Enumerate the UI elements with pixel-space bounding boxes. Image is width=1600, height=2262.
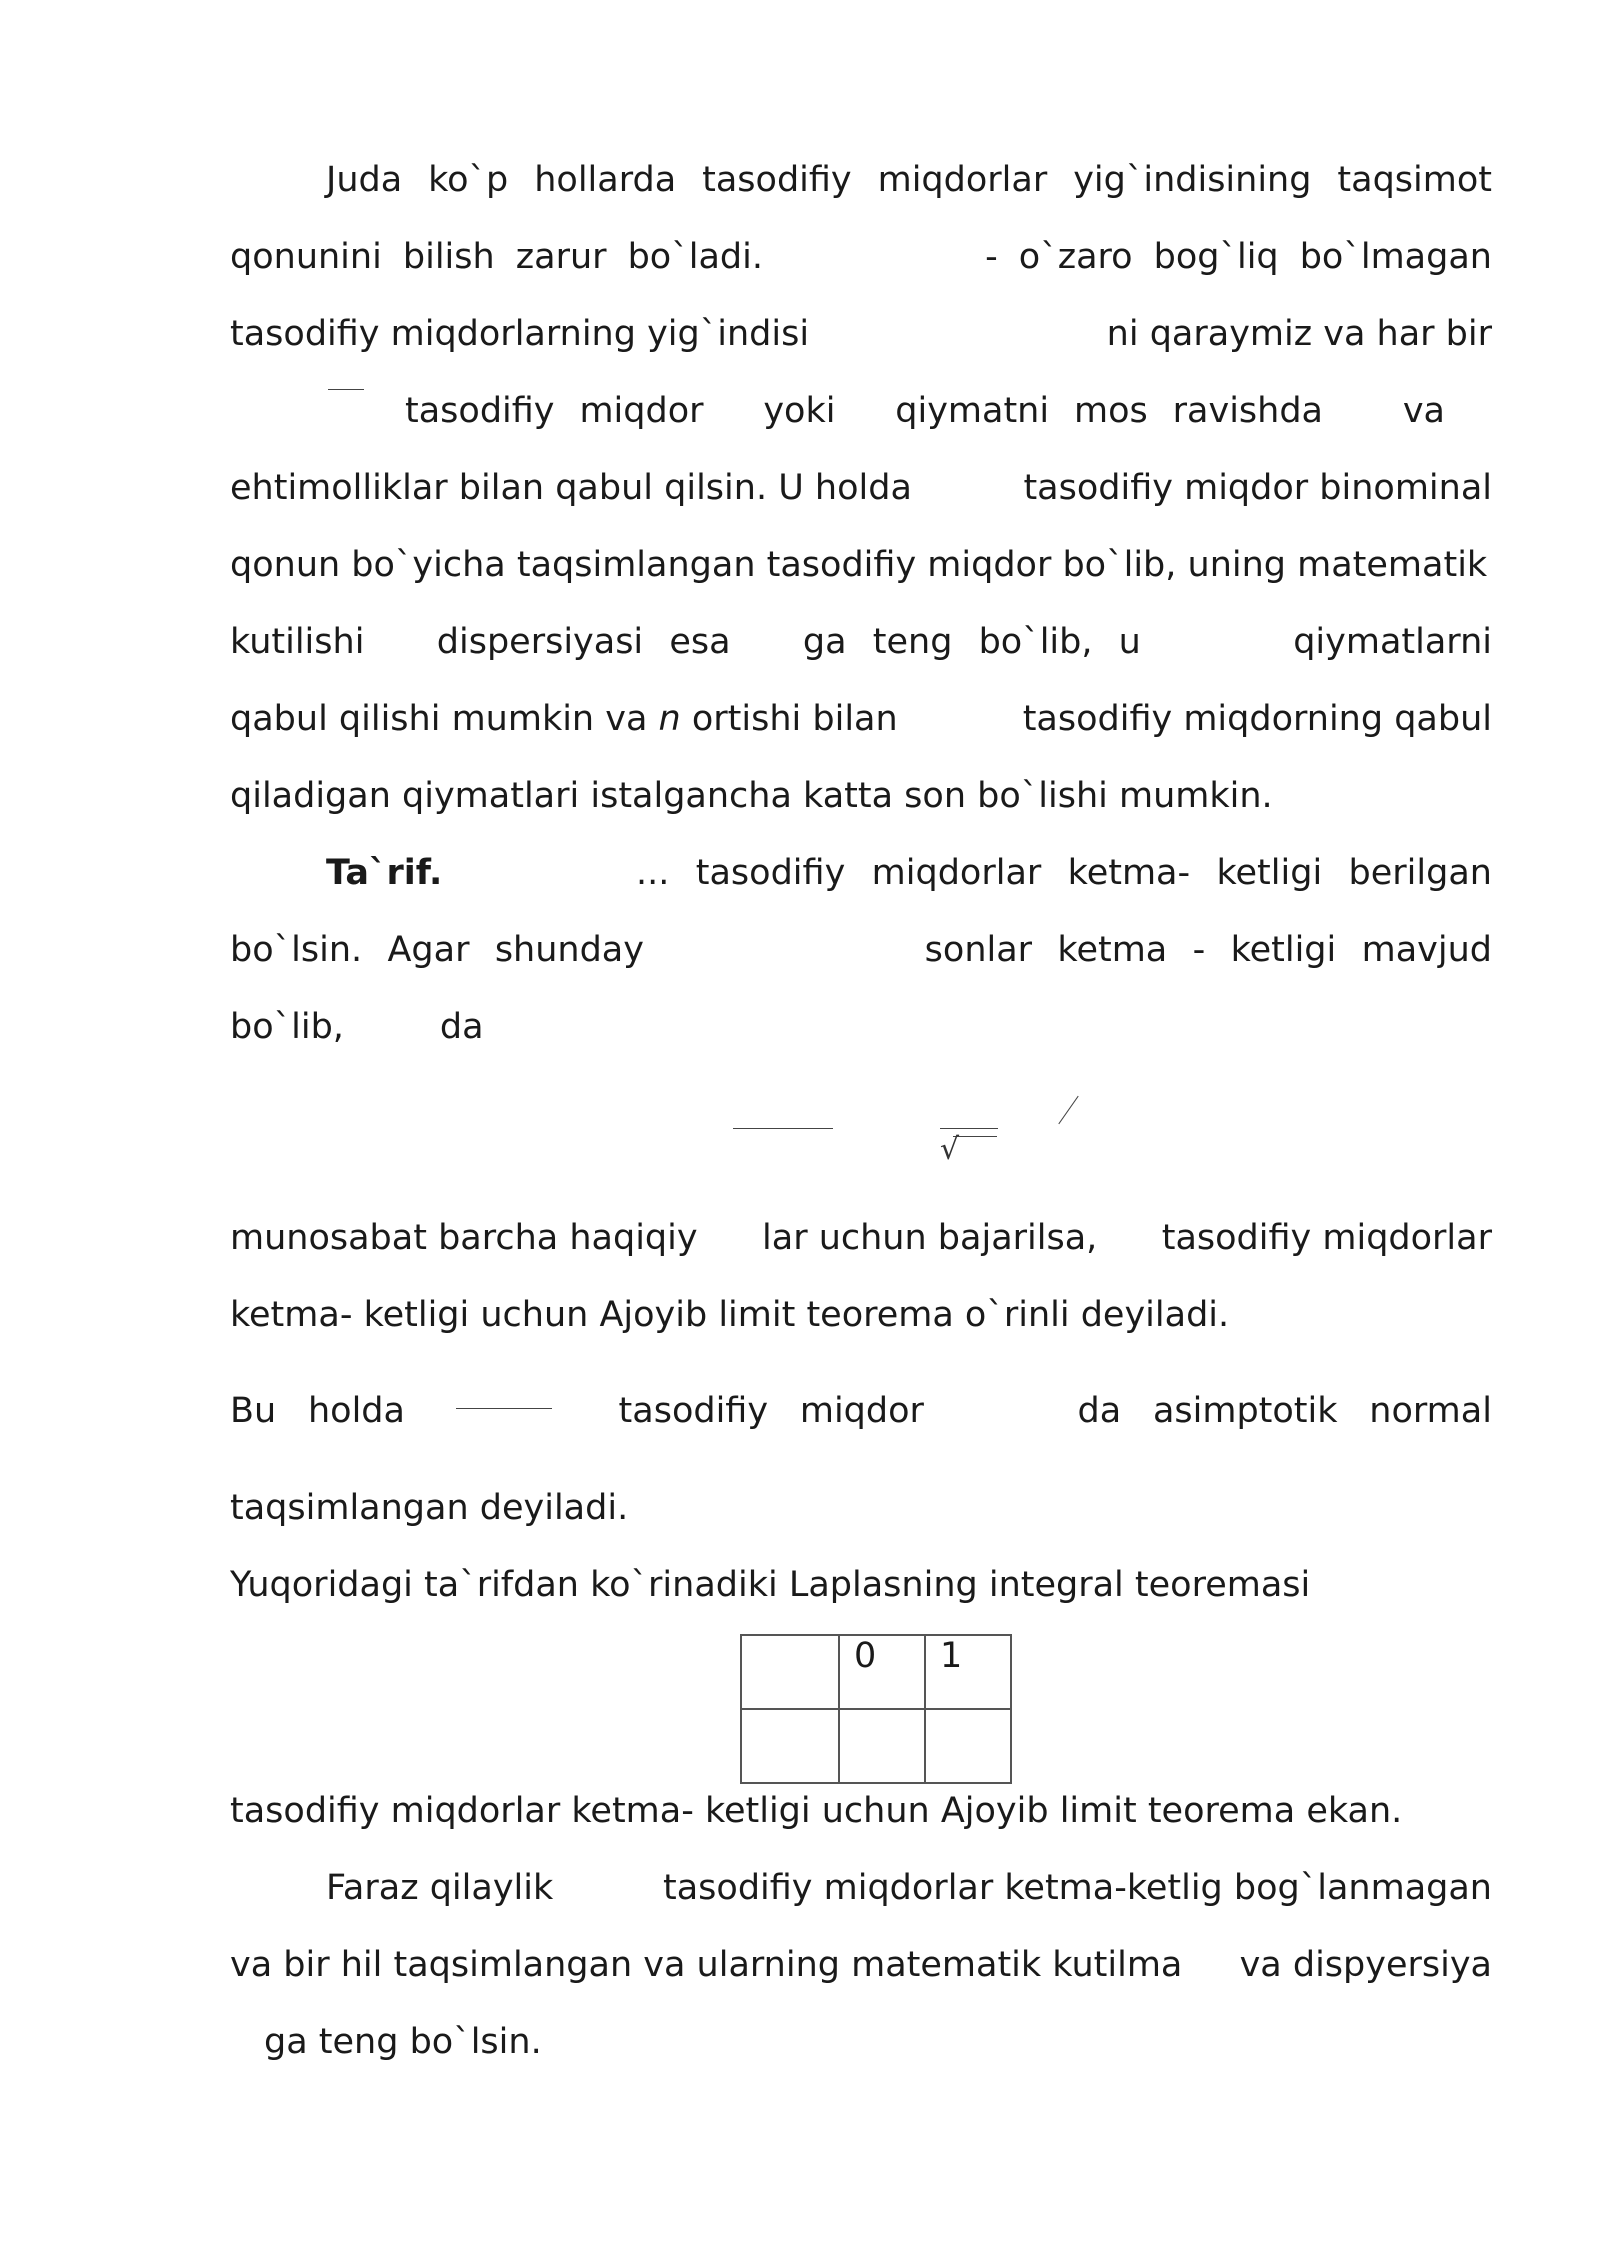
p1-line-8: qabul qilishi mumkin va n ortishi bilan tasodifiy miqdorning qabul bbox=[230, 699, 1492, 739]
sqrt-icon: √ bbox=[940, 1132, 960, 1167]
table-row bbox=[741, 1709, 1011, 1783]
p1-line-9: qiladigan qiymatlari istalgancha katta son bo`lishi mumkin. bbox=[230, 776, 1273, 816]
p3-line-1: tasodifiy miqdorlar ketma- ketligi uchun Ajoyib limit teorema ekan. bbox=[230, 1791, 1403, 1831]
table-cell bbox=[925, 1709, 1011, 1783]
def-line-5: ketma- ketligi uchun Ajoyib limit teorema o`rinli deyiladi. bbox=[230, 1295, 1230, 1335]
table-cell bbox=[741, 1635, 839, 1709]
def-line-3: bo`lib, da bbox=[230, 1007, 484, 1047]
sqrt-bar bbox=[953, 1136, 997, 1137]
p2-line-1: Bu holda tasodifiy miqdor da asimptotik normal bbox=[230, 1391, 1492, 1431]
p1-line-7: kutilishi dispersiyasi esa ga teng bo`lib, u qiymatlarni bbox=[230, 622, 1492, 662]
p3-line-3: va bir hil taqsimlangan va ularning matematik kutilma va dispyersiya bbox=[230, 1945, 1492, 1985]
fraction-bar-2 bbox=[940, 1128, 998, 1129]
p1-line-5: ehtimolliklar bilan qabul qilsin. U holda tasodifiy miqdor binominal bbox=[230, 468, 1492, 508]
def-line-4: munosabat barcha haqiqiy lar uchun bajarilsa, tasodifiy miqdorlar bbox=[230, 1218, 1492, 1258]
p1-line-4: tasodifiy miqdor yoki qiymatni mos ravishda va bbox=[405, 391, 1445, 431]
def-line-2: bo`lsin. Agar shunday sonlar ketma - ketligi mavjud bbox=[230, 930, 1492, 970]
p1-line-1: Juda ko`p hollarda tasodifiy miqdorlar yig`indisining taqsimot bbox=[326, 160, 1492, 200]
p1-line-3: tasodifiy miqdorlarning yig`indisi ni qaraymiz va har bir bbox=[230, 314, 1492, 354]
p2-line-3: Yuqoridagi ta`rifdan ko`rinadiki Laplasning integral teoremasi bbox=[230, 1565, 1311, 1605]
table-cell: 0 bbox=[839, 1635, 925, 1709]
p1-line-6: qonun bo`yicha taqsimlangan tasodifiy miqdor bo`lib, uning matematik bbox=[230, 545, 1488, 585]
def-line-1: ... tasodifiy miqdorlar ketma- ketligi berilgan bbox=[636, 853, 1492, 893]
p3-line-2: Faraz qilaylik tasodifiy miqdorlar ketma-ketlig bog`lanmagan bbox=[326, 1868, 1492, 1908]
slash-mark bbox=[1058, 1096, 1078, 1124]
table-cell bbox=[839, 1709, 925, 1783]
table-row bbox=[741, 1635, 1011, 1709]
table-cell: 1 bbox=[925, 1635, 1011, 1709]
p3-line-4: ga teng bo`lsin. bbox=[264, 2022, 542, 2062]
p1-line-2: qonunini bilish zarur bo`ladi. - o`zaro bog`liq bo`lmagan bbox=[230, 237, 1492, 277]
distribution-table bbox=[740, 1634, 1012, 1784]
fraction-bar bbox=[733, 1128, 833, 1129]
definition-term: Ta`rif. bbox=[326, 853, 443, 893]
formula-bar bbox=[328, 389, 364, 390]
p2-line-2: taqsimlangan deyiladi. bbox=[230, 1488, 629, 1528]
table-cell bbox=[741, 1709, 839, 1783]
